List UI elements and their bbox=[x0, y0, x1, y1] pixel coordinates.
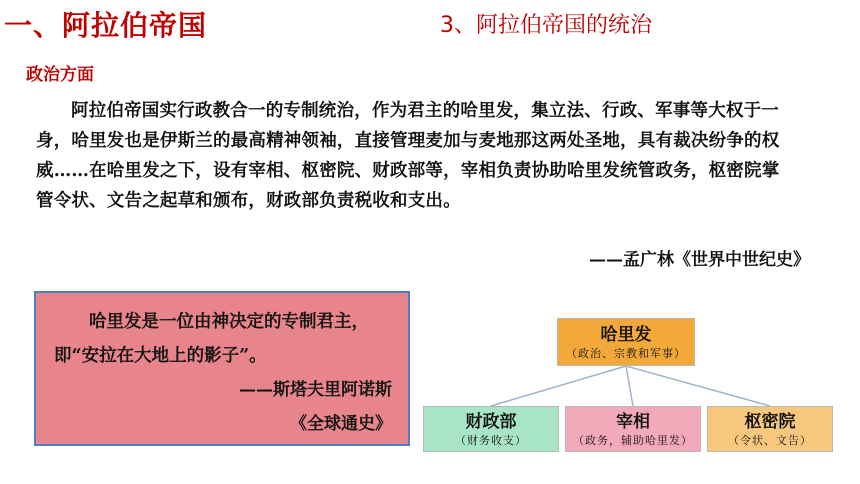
org-node-name: 枢密院 bbox=[744, 412, 796, 432]
org-node-desc: （财务收支） bbox=[455, 434, 527, 447]
quote-author: ——斯塔夫里阿诺斯 bbox=[239, 380, 392, 400]
page-title: 一、阿拉伯帝国 bbox=[4, 9, 208, 42]
org-node-desc: （令状、文告） bbox=[728, 434, 812, 447]
org-node-council bbox=[707, 406, 833, 452]
connector-line-finance bbox=[491, 366, 626, 406]
org-node-name: 财政部 bbox=[465, 412, 517, 432]
quote-box bbox=[34, 291, 410, 446]
org-node-vizier bbox=[565, 406, 701, 452]
org-node-name: 哈里发 bbox=[600, 325, 652, 345]
connector-line-council bbox=[626, 366, 770, 406]
section-label: 政治方面 bbox=[26, 65, 94, 85]
section-subtitle: 3、阿拉伯帝国的统治 bbox=[440, 13, 652, 38]
org-node-finance bbox=[423, 406, 559, 452]
org-node-desc: （政务，辅助哈里发） bbox=[573, 434, 693, 447]
quote-text: 哈里发是一位由神决定的专制君主，即“安拉在大地上的影子”。 bbox=[54, 312, 369, 366]
org-node-desc: （政治、宗教和军事） bbox=[566, 347, 686, 360]
org-node-caliph bbox=[557, 318, 695, 366]
connector-line-vizier bbox=[626, 366, 633, 406]
quote-book: 《全球通史》 bbox=[290, 414, 392, 434]
passage-text: 阿拉伯帝国实行政教合一的专制统治，作为君主的哈里发，集立法、行政、军事等大权于一身，哈里发也是伊斯兰的最高精神领袖，直接管理麦加与麦地那这两处圣地，具有裁决纷争的权威……在哈里发之下，设有宰相、枢密院、财政部等，宰相负责协助哈里发统管政务，枢密院掌管令状、文告之起草和颁布，财政部负责税收和支出。 bbox=[36, 101, 780, 211]
passage-source: ——孟广林《世界中世纪史》 bbox=[589, 250, 810, 270]
org-node-name: 宰相 bbox=[616, 412, 650, 432]
